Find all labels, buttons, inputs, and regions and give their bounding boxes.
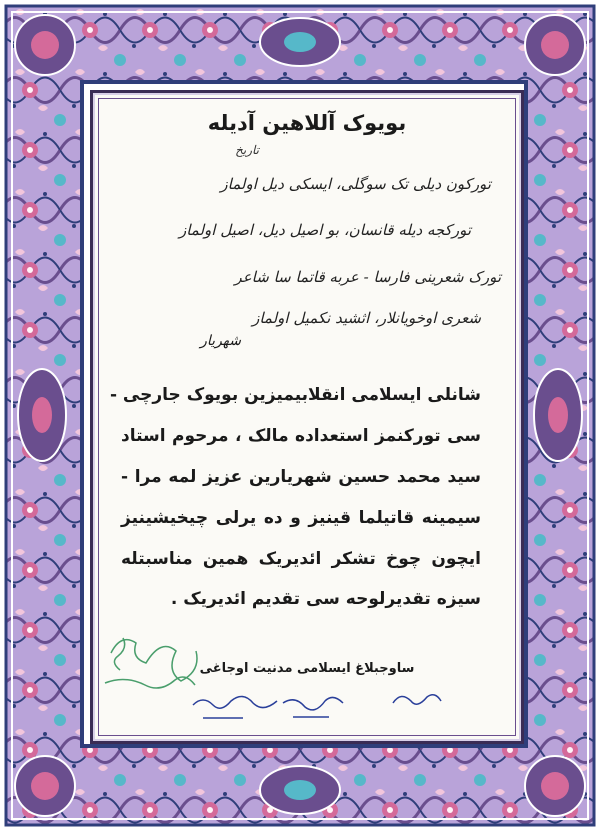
poem-verse: شعری اوخویانلار، اثشید نکمیل اولماز (252, 309, 481, 327)
body-text-line: شانلی ایسلامی انقلابیمیزین بویوک جارچی - (109, 385, 481, 405)
certificate-panel (90, 90, 524, 744)
body-text-line: ایچون چوخ تشکر ائدیریک همین مناسبتله (121, 549, 481, 569)
issuer-name: ساوجبلاغ ایسلامی مدنیت اوجاغی (199, 661, 415, 676)
certificate-title: بویوک آللاهین آدیله (207, 111, 407, 135)
poem-verse: تورکجه دیله قانسان، بو اصیل دیل، اصیل اولماز (178, 221, 471, 239)
body-text-line: سیمینه قاتیلما قینیز و ده یرلی چیخیشینیز (121, 508, 481, 528)
poem-verse: تورک شعرینی فارسا - عربه قاتما سا شاعر (234, 268, 501, 286)
body-text-line: سی تورکنمز استعداده مالک ، مرحوم استاد (121, 426, 481, 446)
poem-verse: تورکون دیلی تک سوگلی، ایسکی دیل اولماز (220, 175, 491, 193)
blue-signature (193, 695, 441, 718)
poet-name: شهریار (200, 333, 241, 349)
date-label: تاریخ (235, 143, 259, 157)
body-text-line: سیزه تقدیرلوحه سی تقدیم ائدیریک . (170, 589, 481, 609)
body-text-line: سید محمد حسین شهریارین عزیز لمه مرا - (121, 467, 481, 487)
